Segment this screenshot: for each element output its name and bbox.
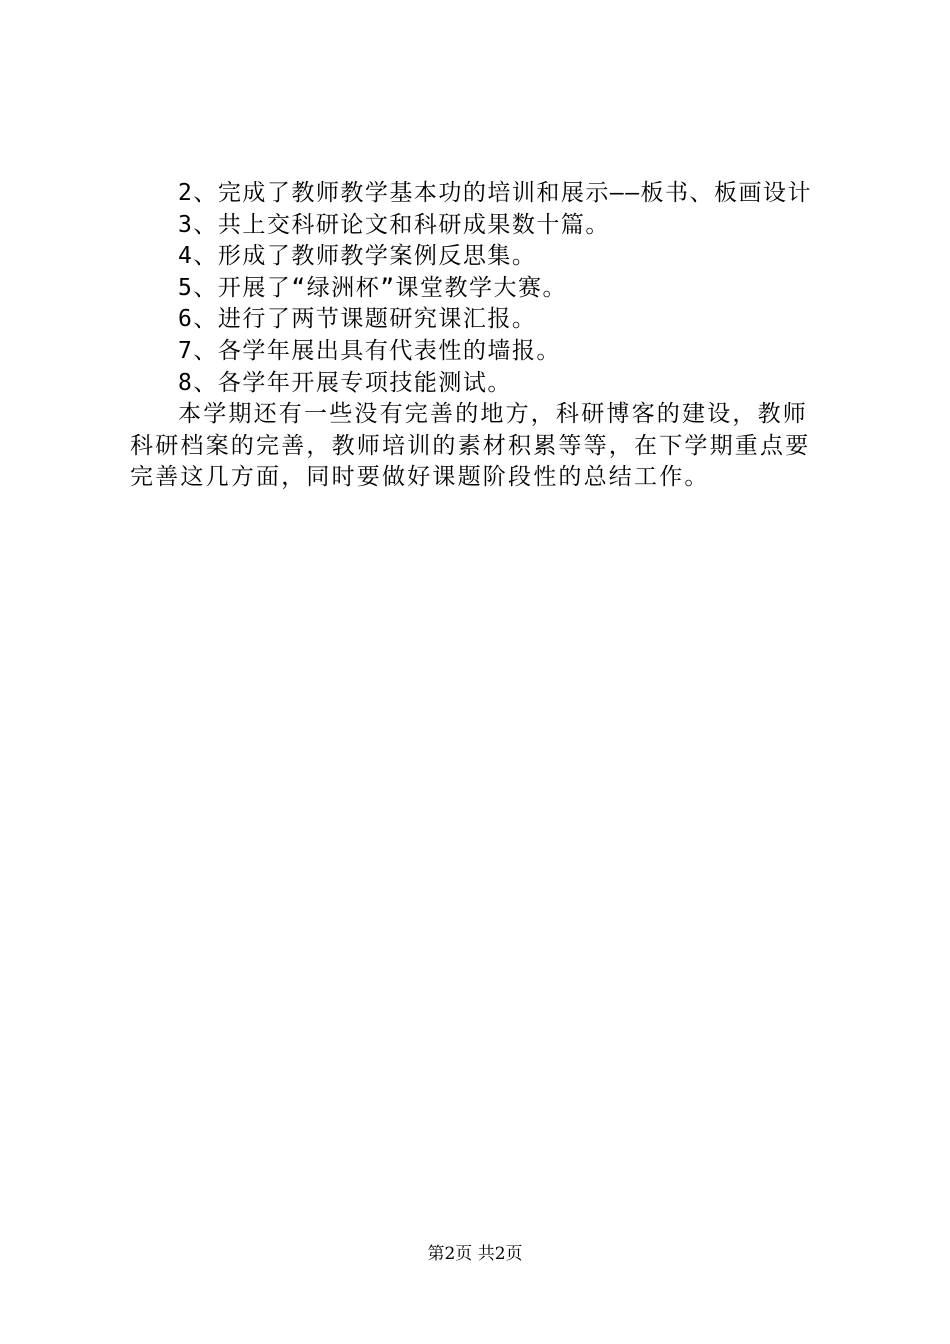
page-footer: 第2页 共2页 (427, 1244, 523, 1264)
list-item-4: 4、形成了教师教学案例反思集。 (178, 243, 537, 270)
list-item-3: 3、共上交科研论文和科研成果数十篇。 (178, 211, 610, 238)
summary-paragraph: 本学期还有一些没有完善的地方，科研博客的建设，教师科研档案的完善，教师培训的素材积累等等，在下学期重点要完善这几方面，同时要做好课题阶段性的总结工作。 (130, 401, 811, 491)
list-item-5: 5、开展了“绿洲杯”课堂教学大赛。 (178, 274, 568, 301)
list-item-7: 7、各学年展出具有代表性的墙报。 (178, 337, 561, 364)
document-body (130, 178, 830, 494)
list-item-8: 8、各学年开展专项技能测试。 (178, 369, 512, 396)
list-item-6: 6、进行了两节课题研究课汇报。 (178, 306, 537, 333)
list-item-2: 2、完成了教师教学基本功的培训和展示——板书、板画设计 (178, 180, 813, 206)
